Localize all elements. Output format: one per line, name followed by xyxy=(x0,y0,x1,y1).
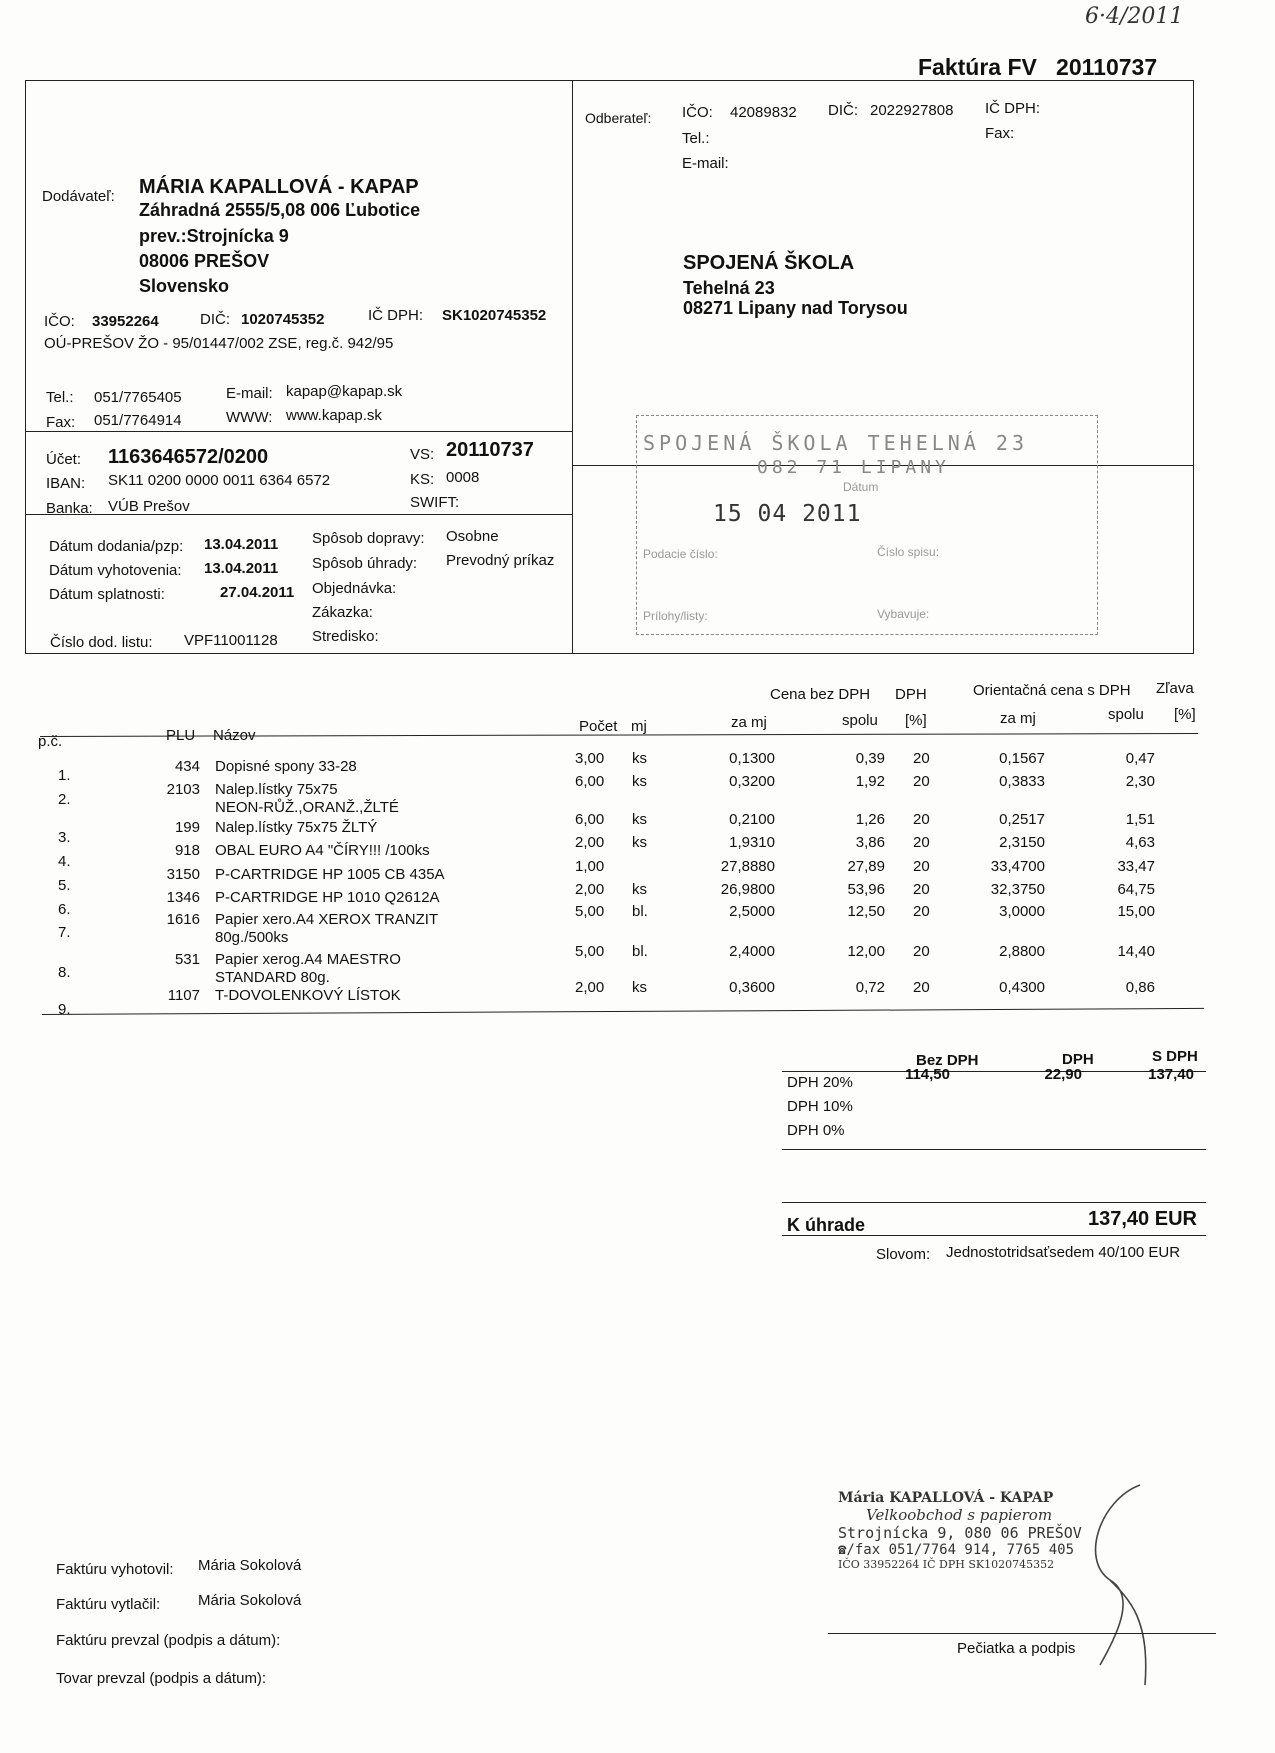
item-unit: bl. xyxy=(632,903,648,920)
signature-line xyxy=(828,1633,1216,1634)
item-vat: 20 xyxy=(913,834,930,851)
supplier-email: kapap@kapap.sk xyxy=(286,383,403,400)
item-pc: 3. xyxy=(58,829,71,846)
item-plu: 1107 xyxy=(167,987,200,1004)
item-name: P-CARTRIDGE HP 1005 CB 435A xyxy=(215,866,445,883)
supplier-icdph: SK1020745352 xyxy=(442,307,547,324)
registry-stamp-file-label: Číslo spisu: xyxy=(877,545,940,559)
item-total: 27,89 xyxy=(847,858,885,875)
item-price: 0,3200 xyxy=(729,773,775,790)
payment-top-line xyxy=(782,1202,1206,1203)
item-oprice: 33,4700 xyxy=(990,858,1045,875)
item-vat: 20 xyxy=(913,773,930,790)
supplier-icdph-label: IČ DPH: xyxy=(368,307,424,324)
item-oprice: 3,0000 xyxy=(999,903,1045,920)
item-qty: 1,00 xyxy=(575,858,605,875)
bank-iban: SK11 0200 0000 0011 6364 6572 xyxy=(108,472,331,489)
item-price: 0,3600 xyxy=(729,979,775,996)
supplier-tel-label: Tel.: xyxy=(46,389,74,406)
item-name: T-DOVOLENKOVÝ LÍSTOK xyxy=(215,987,401,1004)
col-price-unit: za mj xyxy=(731,714,767,731)
item-ototal: 2,30 xyxy=(1125,773,1155,790)
item-ototal: 64,75 xyxy=(1117,881,1155,898)
item-oprice: 2,3150 xyxy=(999,834,1045,851)
company-stamp-line1: Mária KAPALLOVÁ - KAPAP xyxy=(838,1490,1054,1506)
supplier-tel: 051/7765405 xyxy=(94,389,182,406)
item-ototal: 14,40 xyxy=(1117,943,1155,960)
item-total: 12,00 xyxy=(847,943,885,960)
item-name-line2: STANDARD 80g. xyxy=(215,969,330,986)
supplier-address1: Záhradná 2555/5,08 006 Ľubotice xyxy=(139,200,421,220)
item-name: Nalep.lístky 75x75 xyxy=(215,781,338,798)
item-qty: 6,00 xyxy=(575,773,605,790)
customer-label: Odberateľ: xyxy=(585,110,652,126)
item-oprice: 32,3750 xyxy=(990,881,1045,898)
item-ototal: 0,86 xyxy=(1125,979,1155,996)
issue-date-label: Dátum vyhotovenia: xyxy=(49,562,182,579)
item-name: P-CARTRIDGE HP 1010 Q2612A xyxy=(215,889,440,906)
bank-account: 1163646572/0200 xyxy=(108,446,269,468)
col-disc-group: Zľava xyxy=(1156,680,1194,697)
item-vat: 20 xyxy=(913,979,930,996)
customer-city: 08271 Lipany nad Torysou xyxy=(683,298,908,318)
supplier-www: www.kapap.sk xyxy=(286,407,382,424)
item-ototal: 4,63 xyxy=(1125,834,1155,851)
supplier-fax: 051/7764914 xyxy=(94,412,182,429)
item-vat: 20 xyxy=(913,881,930,898)
item-total: 3,86 xyxy=(855,834,885,851)
item-price: 0,1300 xyxy=(729,750,775,767)
supplier-dic-label: DIČ: xyxy=(200,311,230,328)
delivery-note: VPF11001128 xyxy=(184,632,278,649)
supplier-fax-label: Fax: xyxy=(46,414,76,431)
vat-row-label: DPH 20% xyxy=(787,1074,853,1091)
col-price-total: spolu xyxy=(842,712,878,729)
center-label: Stredisko: xyxy=(312,628,379,645)
customer-tel-label: Tel.: xyxy=(682,130,710,147)
item-qty: 5,00 xyxy=(575,943,605,960)
col-oprice-total: spolu xyxy=(1108,706,1144,723)
item-pc: 7. xyxy=(58,924,71,941)
company-stamp-line4: ☎/fax 051/7764 914, 7765 405 xyxy=(838,1542,1075,1558)
col-plu: PLU xyxy=(166,727,196,744)
invoice-title xyxy=(918,54,1157,81)
item-qty: 2,00 xyxy=(575,979,605,996)
item-ototal: 15,00 xyxy=(1117,903,1155,920)
col-pc: p.č. xyxy=(38,733,63,750)
item-total: 12,50 xyxy=(847,903,885,920)
registry-stamp-date: 15 04 2011 xyxy=(713,501,862,527)
item-pc: 5. xyxy=(58,877,71,894)
item-ototal: 1,51 xyxy=(1125,811,1155,828)
item-price: 2,4000 xyxy=(729,943,775,960)
made-by: Mária Sokolová xyxy=(198,1557,302,1574)
item-vat: 20 xyxy=(913,750,930,767)
supplier-ico-label: IČO: xyxy=(44,313,75,330)
payment-bottom-line xyxy=(782,1235,1206,1236)
company-stamp-line3: Strojnícka 9, 080 06 PREŠOV xyxy=(838,1524,1082,1542)
supplier-label: Dodávateľ: xyxy=(42,188,115,205)
registry-stamp-reg-label: Podacie číslo: xyxy=(643,547,718,561)
due-date: 27.04.2011 xyxy=(220,584,295,601)
item-vat: 20 xyxy=(913,943,930,960)
vat-header-vat: DPH xyxy=(1062,1051,1094,1068)
item-pc: 8. xyxy=(58,964,71,981)
item-oprice: 2,8800 xyxy=(999,943,1045,960)
item-total: 0,72 xyxy=(855,979,885,996)
item-pc: 6. xyxy=(58,901,71,918)
item-qty: 6,00 xyxy=(575,811,605,828)
supplier-dic: 1020745352 xyxy=(241,311,325,328)
registry-stamp-line2: 082 71 LIPANY xyxy=(757,457,950,478)
item-ototal: 0,47 xyxy=(1125,750,1155,767)
bank-account-label: Účet: xyxy=(46,451,82,468)
item-price: 1,9310 xyxy=(729,834,775,851)
delivery-note-label: Číslo dod. listu: xyxy=(50,634,153,651)
item-name-line2: NEON-RŮŽ.,ORANŽ.,ŽLTÉ xyxy=(215,799,399,816)
invoice-received-label: Faktúru prevzal (podpis a dátum): xyxy=(56,1632,281,1649)
item-name: Papier xerog.A4 MAESTRO xyxy=(215,951,401,968)
supplier-address2: prev.:Strojnícka 9 xyxy=(139,226,289,246)
item-price: 26,9800 xyxy=(720,881,775,898)
item-plu: 2103 xyxy=(166,781,200,798)
item-qty: 3,00 xyxy=(575,750,605,767)
bank-ks-label: KS: xyxy=(410,471,435,488)
item-pc: 2. xyxy=(58,791,71,808)
vat-header-base: Bez DPH xyxy=(916,1052,979,1069)
item-unit: ks xyxy=(632,979,647,996)
company-stamp-line2: Velkoobchod s papierom xyxy=(866,1506,1053,1524)
item-qty: 2,00 xyxy=(575,834,605,851)
item-unit: ks xyxy=(632,750,647,767)
item-price: 27,8880 xyxy=(720,858,775,875)
item-name: Nalep.lístky 75x75 ŽLTÝ xyxy=(215,819,378,836)
col-name: Názov xyxy=(213,727,256,744)
item-qty: 5,00 xyxy=(575,903,605,920)
vat-bottom-line xyxy=(782,1149,1206,1150)
handwritten-note: 6·4/2011 xyxy=(1085,4,1184,29)
item-total: 1,92 xyxy=(855,773,885,790)
item-oprice: 0,3833 xyxy=(999,773,1045,790)
item-unit: ks xyxy=(632,881,647,898)
item-plu: 3150 xyxy=(166,866,200,883)
customer-ico-label: IČO: xyxy=(682,104,713,121)
issue-date: 13.04.2011 xyxy=(204,560,279,577)
item-name: Papier xero.A4 XEROX TRANZIT xyxy=(215,911,439,928)
bank-name-label: Banka: xyxy=(46,500,93,517)
item-plu: 199 xyxy=(174,819,200,836)
payment-words-label: Slovom: xyxy=(876,1246,931,1263)
item-vat: 20 xyxy=(913,811,930,828)
item-qty: 2,00 xyxy=(575,881,605,898)
vat-row-vat: 22,90 xyxy=(1044,1066,1082,1083)
signature xyxy=(1040,1480,1160,1690)
vat-header-total: S DPH xyxy=(1152,1048,1198,1065)
frame-divider-vertical xyxy=(572,80,573,654)
delivery-date: 13.04.2011 xyxy=(204,536,279,553)
customer-fax-label: Fax: xyxy=(985,125,1015,142)
payment-method-label: Spôsob úhrady: xyxy=(312,555,418,572)
bank-name: VÚB Prešov xyxy=(108,498,190,515)
bank-vs: 20110737 xyxy=(446,439,534,461)
item-total: 0,39 xyxy=(855,750,885,767)
item-price: 2,5000 xyxy=(729,903,775,920)
registry-stamp-date-label: Dátum xyxy=(843,480,879,494)
frame-divider-bank xyxy=(25,431,573,432)
customer-name: SPOJENÁ ŠKOLA xyxy=(683,252,855,274)
customer-ico: 42089832 xyxy=(730,104,797,121)
bank-iban-label: IBAN: xyxy=(46,475,86,492)
item-pc: 9. xyxy=(58,1001,71,1018)
made-by-label: Faktúru vyhotovil: xyxy=(56,1561,174,1578)
col-oprice-unit: za mj xyxy=(1000,710,1036,727)
item-pc: 4. xyxy=(58,853,71,870)
company-stamp-line5: IČO 33952264 IČ DPH SK1020745352 xyxy=(838,1558,1055,1571)
transport-label: Spôsob dopravy: xyxy=(312,530,425,547)
col-vat-pct: [%] xyxy=(905,712,927,729)
item-unit: ks xyxy=(632,811,647,828)
col-unit: mj xyxy=(631,718,647,735)
col-vat-group: DPH xyxy=(895,686,927,703)
supplier-registry: OÚ-PREŠOV ŽO - 95/01447/002 ZSE, reg.č. 942/95 xyxy=(44,335,394,352)
customer-dic-label: DIČ: xyxy=(828,102,858,119)
invoice-number: 20110737 xyxy=(1056,54,1158,80)
items-bottom-line xyxy=(42,1008,1204,1015)
item-price: 0,2100 xyxy=(729,811,775,828)
item-name-line2: 80g./500ks xyxy=(215,929,289,946)
bank-swift-label: SWIFT: xyxy=(410,494,460,511)
item-pc: 1. xyxy=(58,767,71,784)
item-plu: 1346 xyxy=(166,889,200,906)
item-total: 53,96 xyxy=(847,881,885,898)
customer-dic: 2022927808 xyxy=(870,102,954,119)
registry-stamp-handler-label: Vybavuje: xyxy=(877,607,930,621)
bank-ks: 0008 xyxy=(446,469,480,486)
customer-icdph-label: IČ DPH: xyxy=(985,100,1041,117)
supplier-name: MÁRIA KAPALLOVÁ - KAPAP xyxy=(139,176,419,198)
registry-stamp-att-label: Prílohy/listy: xyxy=(643,609,708,623)
col-disc-pct: [%] xyxy=(1174,706,1196,723)
item-plu: 531 xyxy=(174,951,200,968)
item-vat: 20 xyxy=(913,858,930,875)
contract-label: Zákazka: xyxy=(312,604,373,621)
item-oprice: 0,1567 xyxy=(999,750,1045,767)
vat-row-base: 114,50 xyxy=(904,1066,950,1083)
printed-by-label: Faktúru vytlačil: xyxy=(56,1596,161,1613)
delivery-date-label: Dátum dodania/pzp: xyxy=(49,538,184,555)
supplier-www-label: WWW: xyxy=(226,409,273,426)
vat-row-label: DPH 10% xyxy=(787,1098,853,1115)
item-vat: 20 xyxy=(913,903,930,920)
supplier-city: 08006 PREŠOV xyxy=(139,251,270,271)
col-oprice-group: Orientačná cena s DPH xyxy=(973,682,1131,699)
transport: Osobne xyxy=(446,528,499,545)
item-unit: ks xyxy=(632,834,647,851)
due-date-label: Dátum splatnosti: xyxy=(49,586,165,603)
item-unit: bl. xyxy=(632,943,648,960)
supplier-country: Slovensko xyxy=(139,276,230,296)
item-name: Dopisné spony 33-28 xyxy=(215,758,357,775)
order-label: Objednávka: xyxy=(312,580,397,597)
supplier-ico: 33952264 xyxy=(92,313,159,330)
vat-row-total: 137,40 xyxy=(1148,1066,1194,1083)
item-plu: 1616 xyxy=(166,911,200,928)
registry-stamp xyxy=(636,415,1098,635)
signature-label: Pečiatka a podpis xyxy=(957,1640,1076,1657)
col-price-group: Cena bez DPH xyxy=(770,686,871,703)
item-total: 1,26 xyxy=(855,811,885,828)
col-qty: Počet xyxy=(579,718,618,735)
customer-email-label: E-mail: xyxy=(682,155,729,172)
item-oprice: 0,4300 xyxy=(999,979,1045,996)
item-name: OBAL EURO A4 "ČÍRY!!! /100ks xyxy=(215,842,430,859)
bank-vs-label: VS: xyxy=(410,446,435,463)
invoice-title-label: Faktúra FV xyxy=(918,54,1037,80)
payment-method: Prevodný príkaz xyxy=(446,552,555,569)
payment-label: K úhrade xyxy=(787,1215,866,1235)
item-ototal: 33,47 xyxy=(1117,858,1155,875)
printed-by: Mária Sokolová xyxy=(198,1592,302,1609)
supplier-email-label: E-mail: xyxy=(226,385,273,402)
item-oprice: 0,2517 xyxy=(999,811,1045,828)
vat-row-label: DPH 0% xyxy=(787,1122,845,1139)
item-unit: ks xyxy=(632,773,647,790)
item-plu: 434 xyxy=(174,758,200,775)
payment-words: Jednostotridsaťsedem 40/100 EUR xyxy=(946,1244,1181,1261)
item-plu: 918 xyxy=(174,842,200,859)
goods-received-label: Tovar prevzal (podpis a dátum): xyxy=(56,1670,267,1687)
customer-street: Tehelná 23 xyxy=(683,278,775,298)
payment-amount: 137,40 EUR xyxy=(1088,1208,1197,1230)
registry-stamp-line1: SPOJENÁ ŠKOLA TEHELNÁ 23 xyxy=(643,431,1028,455)
